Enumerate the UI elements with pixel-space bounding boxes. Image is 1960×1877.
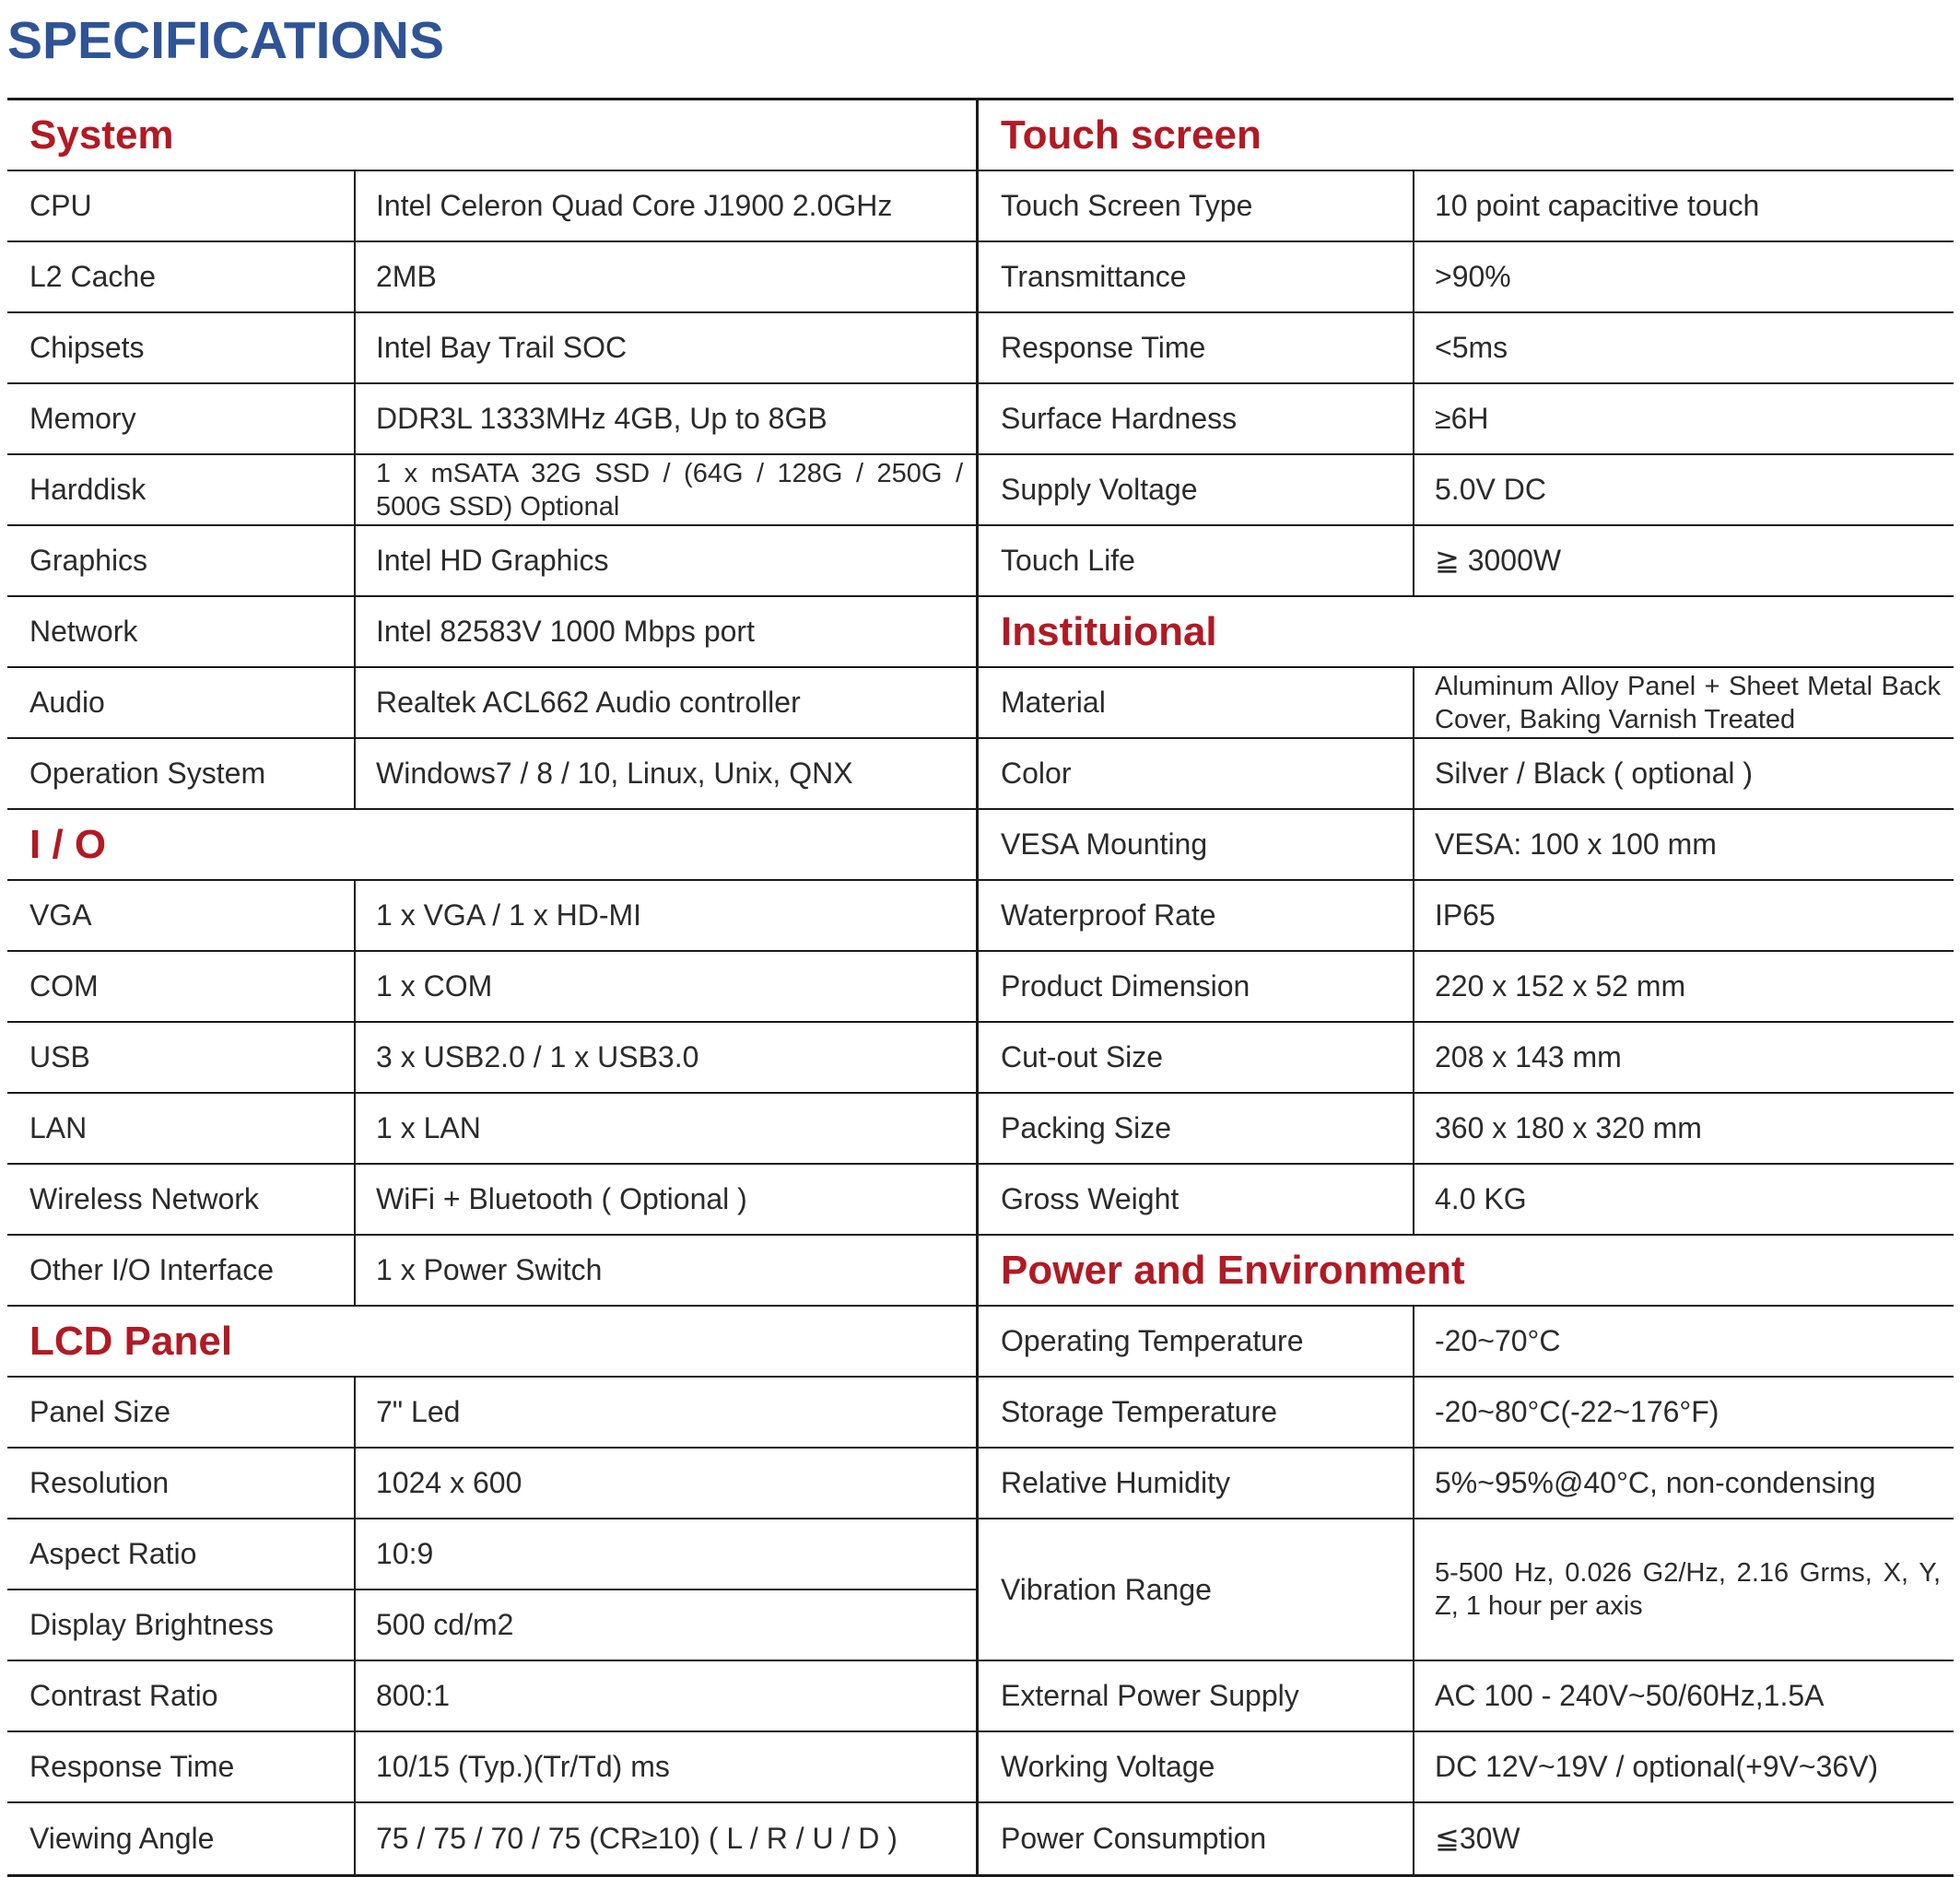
right-column xyxy=(979,100,1954,1874)
spec-row-audio xyxy=(7,668,976,739)
spec-row-touch-screen-type xyxy=(979,171,1954,242)
spec-columns xyxy=(7,100,1954,1874)
spec-label: Relative Humidity xyxy=(979,1449,1414,1518)
spec-label: Material xyxy=(979,668,1414,737)
spec-value: 7" Led xyxy=(376,1395,461,1428)
spec-value: 1 x mSATA 32G SSD / (64G / 128G / 250G / 500G SSD) Optional xyxy=(376,458,963,522)
spec-row-viewing-angle xyxy=(7,1803,976,1874)
spec-label: Supply Voltage xyxy=(979,455,1414,524)
spec-value: <5ms xyxy=(1435,331,1508,364)
spec-label: Operating Temperature xyxy=(979,1307,1414,1376)
spec-label: Gross Weight xyxy=(979,1165,1414,1234)
spec-value: 220 x 152 x 52 mm xyxy=(1435,969,1686,1003)
spec-label: VGA xyxy=(7,881,356,950)
spec-row-external-power-supply xyxy=(979,1661,1954,1732)
spec-row-vibration-range xyxy=(979,1519,1954,1661)
spec-value: DDR3L 1333MHz 4GB, Up to 8GB xyxy=(376,402,827,435)
spec-value: 800:1 xyxy=(376,1679,451,1712)
section-heading-lcd-panel: LCD Panel xyxy=(7,1307,976,1378)
spec-label: Viewing Angle xyxy=(7,1803,356,1874)
spec-label: Surface Hardness xyxy=(979,384,1414,453)
spec-label: Power Consumption xyxy=(979,1803,1414,1874)
spec-label: CPU xyxy=(7,171,356,240)
spec-value: 10/15 (Typ.)(Tr/Td) ms xyxy=(376,1750,670,1783)
spec-value: Silver / Black ( optional ) xyxy=(1435,757,1754,790)
spec-label: LAN xyxy=(7,1094,356,1163)
spec-value: 1 x COM xyxy=(376,969,493,1003)
spec-value: >90% xyxy=(1435,260,1511,293)
spec-label: Packing Size xyxy=(979,1094,1414,1163)
spec-value: Intel Bay Trail SOC xyxy=(376,331,628,364)
spec-row-wireless-network xyxy=(7,1165,976,1236)
spec-label: Aspect Ratio xyxy=(7,1519,356,1589)
spec-value: IP65 xyxy=(1435,898,1496,932)
spec-value: 75 / 75 / 70 / 75 (CR≥10) ( L / R / U / D ) xyxy=(376,1822,898,1855)
spec-value: 1 x VGA / 1 x HD-MI xyxy=(376,898,642,932)
spec-row-cpu xyxy=(7,171,976,242)
spec-label: Panel Size xyxy=(7,1378,356,1447)
spec-row-usb xyxy=(7,1023,976,1094)
spec-label: Response Time xyxy=(7,1732,356,1801)
spec-table xyxy=(7,98,1954,1877)
spec-label: Vibration Range xyxy=(979,1519,1414,1660)
spec-row-panel-size xyxy=(7,1378,976,1449)
spec-row-packing-size xyxy=(979,1094,1954,1165)
spec-row-network xyxy=(7,597,976,668)
spec-value: 3 x USB2.0 / 1 x USB3.0 xyxy=(376,1040,699,1073)
spec-label: Color xyxy=(979,739,1414,808)
left-column xyxy=(7,100,979,1874)
spec-row-supply-voltage xyxy=(979,455,1954,526)
spec-label: Touch Life xyxy=(979,526,1414,595)
spec-label: Storage Temperature xyxy=(979,1378,1414,1447)
spec-row-waterproof-rate xyxy=(979,881,1954,952)
spec-value: ≦30W xyxy=(1435,1822,1520,1855)
spec-value: VESA: 100 x 100 mm xyxy=(1435,827,1717,861)
spec-row-touch-response-time xyxy=(979,313,1954,384)
section-heading-power-environment: Power and Environment xyxy=(979,1236,1954,1307)
spec-label: Memory xyxy=(7,384,356,453)
spec-value: 1 x Power Switch xyxy=(376,1253,603,1286)
spec-label: Network xyxy=(7,597,356,666)
spec-value: Windows7 / 8 / 10, Linux, Unix, QNX xyxy=(376,757,853,790)
spec-row-transmittance xyxy=(979,242,1954,313)
spec-label: Response Time xyxy=(979,313,1414,382)
spec-value: 5-500 Hz, 0.026 G2/Hz, 2.16 Grms, X, Y, Z, 1 hour per axis xyxy=(1435,1558,1941,1621)
spec-value: 2MB xyxy=(376,260,437,293)
spec-value: -20~80°C(-22~176°F) xyxy=(1435,1395,1719,1428)
spec-label: Resolution xyxy=(7,1449,356,1518)
section-heading-system: System xyxy=(7,100,976,171)
spec-row-contrast-ratio xyxy=(7,1661,976,1732)
spec-value: AC 100 - 240V~50/60Hz,1.5A xyxy=(1435,1679,1825,1712)
spec-row-material xyxy=(979,668,1954,739)
spec-row-chipsets xyxy=(7,313,976,384)
spec-label: COM xyxy=(7,952,356,1021)
spec-value: DC 12V~19V / optional(+9V~36V) xyxy=(1435,1750,1879,1783)
spec-value: 10:9 xyxy=(376,1537,434,1570)
spec-value: 5%~95%@40°C, non-condensing xyxy=(1435,1466,1876,1499)
spec-row-graphics xyxy=(7,526,976,597)
spec-row-storage-temperature xyxy=(979,1378,1954,1449)
spec-value: -20~70°C xyxy=(1435,1324,1561,1357)
spec-row-memory xyxy=(7,384,976,455)
spec-label: VESA Mounting xyxy=(979,810,1414,879)
spec-value: ≧ 3000W xyxy=(1435,544,1562,577)
section-heading-io: I / O xyxy=(7,810,976,881)
spec-value: Realtek ACL662 Audio controller xyxy=(376,686,801,719)
spec-label: Working Voltage xyxy=(979,1732,1414,1801)
spec-label: Audio xyxy=(7,668,356,737)
spec-row-operation-system xyxy=(7,739,976,810)
spec-value: Intel Celeron Quad Core J1900 2.0GHz xyxy=(376,189,893,222)
section-heading-institutional: Instituional xyxy=(979,597,1954,668)
spec-row-vga xyxy=(7,881,976,952)
spec-row-response-time xyxy=(7,1732,976,1803)
spec-label: Waterproof Rate xyxy=(979,881,1414,950)
spec-value: 10 point capacitive touch xyxy=(1435,189,1760,222)
spec-label: Product Dimension xyxy=(979,952,1414,1021)
spec-row-power-consumption xyxy=(979,1803,1954,1874)
spec-value: Intel HD Graphics xyxy=(376,544,609,577)
spec-label: Transmittance xyxy=(979,242,1414,311)
spec-row-vesa-mounting xyxy=(979,810,1954,881)
spec-value: 5.0V DC xyxy=(1435,473,1546,506)
spec-row-cut-out-size xyxy=(979,1023,1954,1094)
spec-label: Other I/O Interface xyxy=(7,1236,356,1305)
spec-value: Aluminum Alloy Panel + Sheet Metal Back Cover, Baking Varnish Treated xyxy=(1435,671,1941,734)
spec-label: Graphics xyxy=(7,526,356,595)
spec-row-surface-hardness xyxy=(979,384,1954,455)
spec-value: ≥6H xyxy=(1435,402,1489,435)
spec-label: Harddisk xyxy=(7,455,356,524)
spec-row-lan xyxy=(7,1094,976,1165)
spec-row-touch-life xyxy=(979,526,1954,597)
page-title: SPECIFICATIONS xyxy=(7,11,444,70)
spec-label: USB xyxy=(7,1023,356,1092)
spec-row-color xyxy=(979,739,1954,810)
spec-row-operating-temperature xyxy=(979,1307,1954,1378)
spec-row-harddisk xyxy=(7,455,976,526)
spec-row-display-brightness xyxy=(7,1590,976,1661)
spec-value: 1024 x 600 xyxy=(376,1466,522,1499)
spec-value: 360 x 180 x 320 mm xyxy=(1435,1111,1702,1144)
spec-value: 208 x 143 mm xyxy=(1435,1040,1622,1073)
spec-label: Cut-out Size xyxy=(979,1023,1414,1092)
spec-row-l2-cache xyxy=(7,242,976,313)
spec-row-product-dimension xyxy=(979,952,1954,1023)
spec-label: Chipsets xyxy=(7,313,356,382)
spec-value: WiFi + Bluetooth ( Optional ) xyxy=(376,1182,747,1215)
spec-label: Touch Screen Type xyxy=(979,171,1414,240)
spec-row-relative-humidity xyxy=(979,1449,1954,1519)
spec-label: Contrast Ratio xyxy=(7,1661,356,1730)
spec-row-gross-weight xyxy=(979,1165,1954,1236)
spec-row-working-voltage xyxy=(979,1732,1954,1803)
spec-value: 1 x LAN xyxy=(376,1111,481,1144)
section-heading-touch-screen: Touch screen xyxy=(979,100,1954,171)
spec-row-other-io xyxy=(7,1236,976,1307)
spec-value: Intel 82583V 1000 Mbps port xyxy=(376,615,755,648)
spec-label: Wireless Network xyxy=(7,1165,356,1234)
spec-value: 4.0 KG xyxy=(1435,1182,1527,1215)
spec-row-com xyxy=(7,952,976,1023)
spec-label: Operation System xyxy=(7,739,356,808)
spec-label: Display Brightness xyxy=(7,1590,356,1660)
spec-row-aspect-ratio xyxy=(7,1519,976,1590)
spec-label: L2 Cache xyxy=(7,242,356,311)
spec-value: 500 cd/m2 xyxy=(376,1608,514,1641)
spec-row-resolution xyxy=(7,1449,976,1519)
spec-label: External Power Supply xyxy=(979,1661,1414,1730)
